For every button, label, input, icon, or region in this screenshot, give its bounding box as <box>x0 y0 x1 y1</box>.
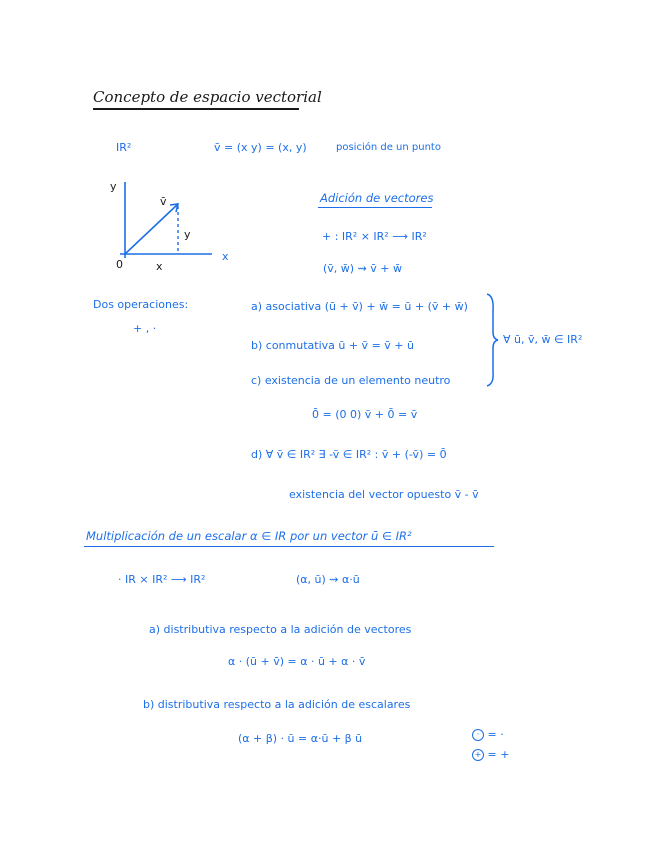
vector-graph <box>100 172 240 272</box>
page-title: Concepto de espacio vectorial <box>93 88 322 106</box>
vector-definition: v̄ = (x y) = (x, y) <box>214 141 307 154</box>
addition-heading: Adición de vectores <box>320 191 434 205</box>
scalar-property-b-formula: (α + β) · ū = α·ū + β ū <box>238 732 363 745</box>
property-b: b) conmutativa ū + v̄ = v̄ + ū <box>251 339 414 352</box>
legend-dot-eq: = · <box>487 728 504 741</box>
r2-label: IR² <box>116 141 132 154</box>
property-c: c) existencia de un elemento neutro <box>251 374 451 387</box>
operations-heading: Dos operaciones: <box>93 298 189 311</box>
scalar-map: · IR × IR² ⟶ IR² <box>118 573 206 586</box>
legend-plus <box>472 749 509 761</box>
operations-symbols: + , · <box>133 322 157 335</box>
vector-definition-note: posición de un punto <box>336 142 441 153</box>
properties-forall: ∀ ū, v̄, w̄ ∈ IR² <box>503 333 583 346</box>
property-a: a) asociativa (ū + v̄) + w̄ = ū + (v̄ + w̄) <box>251 300 468 313</box>
graph-vector-label: v̄ <box>160 195 167 208</box>
property-d: d) ∀ v̄ ∈ IR² ∃ -v̄ ∈ IR² : v̄ + (-v̄) = 0̄ <box>251 448 447 461</box>
graph-foot-label: x <box>156 260 163 273</box>
graph-dash-label: y <box>184 228 191 241</box>
legend-dot <box>472 729 504 741</box>
circled-plus-icon: + <box>472 749 484 761</box>
neutral-element: 0̄ = (0 0) v̄ + 0̄ = v̄ <box>312 408 418 421</box>
scalar-heading-underline <box>84 546 494 547</box>
scalar-property-b: b) distributiva respecto a la adición de escalares <box>143 698 411 711</box>
properties-brace <box>485 290 499 390</box>
scalar-property-a: a) distributiva respecto a la adición de vectores <box>149 623 412 636</box>
addition-rule: (v̄, w̄) ⇝ v̄ + w̄ <box>323 262 403 275</box>
circled-dot-icon: · <box>472 729 484 741</box>
graph-x-label: x <box>222 250 229 263</box>
graph-y-label: y <box>110 180 117 193</box>
graph-origin-label: 0 <box>116 258 123 271</box>
scalar-heading: Multiplicación de un escalar α ∈ IR por un vector ū ∈ IR² <box>86 529 412 543</box>
title-underline <box>93 108 299 110</box>
scalar-rule: (α, ū) ⇝ α·ū <box>296 573 360 586</box>
vector-arrow <box>125 204 178 254</box>
scalar-property-a-formula: α · (ū + v̄) = α · ū + α · v̄ <box>228 655 366 668</box>
addition-map: + : IR² × IR² ⟶ IR² <box>322 230 427 243</box>
legend-plus-eq: = + <box>487 748 510 761</box>
opposite-vector: existencia del vector opuesto v̄ - v̄ <box>289 488 479 501</box>
addition-heading-underline <box>318 207 432 208</box>
